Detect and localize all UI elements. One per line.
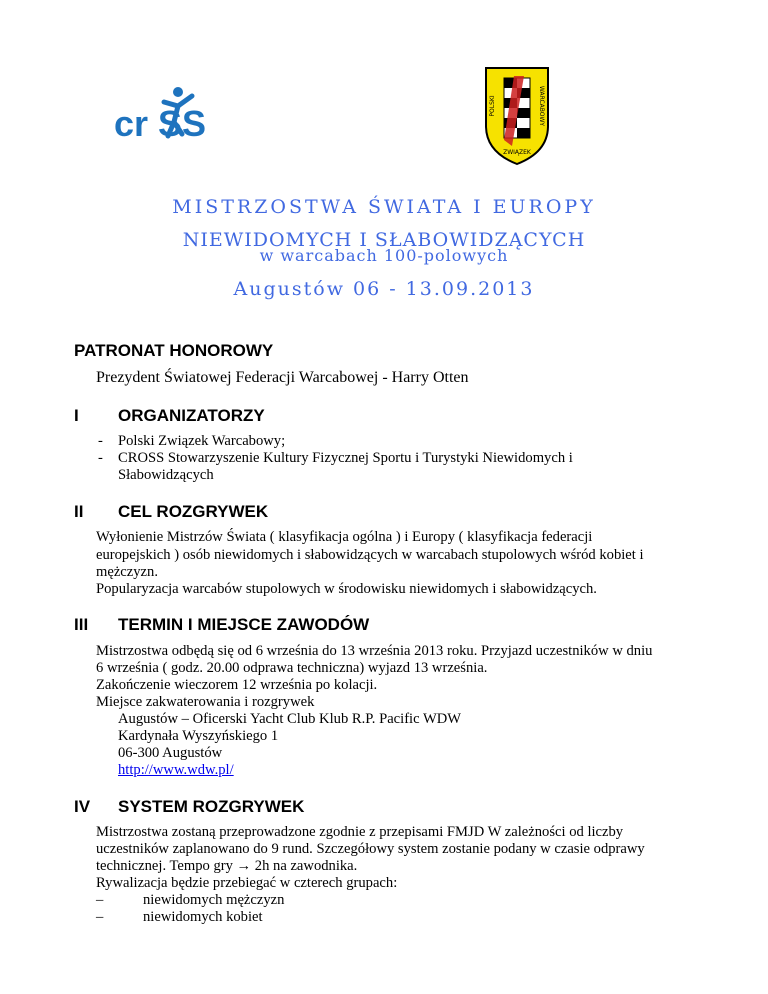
section-4-line-4: Rywalizacja będzie przebiegać w czterech grupach: [96,875,398,891]
group-item-1: niewidomych mężczyzn [143,892,285,908]
section-2-number: II [74,502,84,521]
organizer-item-2-cont: Słabowidzących [118,467,214,483]
section-4-line-2: uczestników zaplanowano do 9 rund. Szczegółowy system zostanie podany w czasie odprawy [96,841,645,857]
badge-text-right: WARCABOWY [538,85,545,127]
organizer-item-1: Polski Związek Warcabowy; [118,433,286,449]
address-line-1: Augustów – Oficerski Yacht Club Klub R.P. Pacific WDW [118,711,462,727]
section-2-line-2: europejskich ) osób niewidomych i słabowidzących w warcabach stupolowych wśród kobiet i [96,547,644,563]
address-line-3: 06-300 Augustów [118,745,223,761]
section-2-heading: CEL ROZGRYWEK [118,502,269,521]
title-line-2: NIEWIDOMYCH I SŁABOWIDZĄCYCH [182,229,586,251]
section-4-line-1: Mistrzostwa zostaną przeprowadzone zgodnie z przepisami FMJD W zależności od liczby [96,824,624,840]
list-dash: – [96,909,104,925]
title-line-4: Augustów 06 - 13.09.2013 [233,278,535,300]
cross-logo-text: cr SS [114,103,207,144]
list-dash: - [98,450,103,466]
group-item-2: niewidomych kobiet [143,909,263,925]
section-2-line-1: Wyłonienie Mistrzów Świata ( klasyfikacja ogólna ) i Europy ( klasyfikacja federacji [96,529,593,545]
section-3-line-2: 6 września ( godz. 20.00 odprawa techniczna) wyjazd 13 września. [96,660,488,676]
section-4-number: IV [74,797,91,816]
section-1-number: I [74,406,79,425]
checkerboard-icon [504,76,530,146]
badge-text-left: POLSKI [489,95,496,117]
section-4-heading: SYSTEM ROZGRYWEK [118,797,305,816]
section-1-heading: ORGANIZATORZY [118,406,265,425]
section-2-line-3: mężczyzn. [96,564,158,580]
list-dash: – [96,892,104,908]
title-line-3: w warcabach 100-polowych [259,246,509,265]
badge-text-bottom: ZWIĄZEK [503,149,531,156]
patronat-heading: PATRONAT HONOROWY [74,341,274,360]
address-line-2: Kardynała Wyszyńskiego 1 [118,728,279,744]
list-dash: - [98,433,103,449]
organizer-item-2: CROSS Stowarzyszenie Kultury Fizycznej Sportu i Turystyki Niewidomych i [118,450,573,466]
website-link[interactable]: http://www.wdw.pl/ [118,762,234,778]
section-3-heading: TERMIN I MIEJSCE ZAWODÓW [118,615,370,634]
patronat-text: Prezydent Światowej Federacji Warcabowej - Harry Otten [96,369,469,386]
section-3-line-1: Mistrzostwa odbędą się od 6 września do 13 września 2013 roku. Przyjazd uczestników w dniu [96,643,653,659]
section-4-line-3: technicznej. Tempo gry → 2h na zawodnika. [96,858,358,874]
section-3-line-3: Zakończenie wieczorem 12 września po kolacji. [96,677,378,693]
cross-logo [112,84,242,146]
title-line-1: MISTRZOSTWA ŚWIATA I EUROPY [172,196,596,218]
section-2-line-4: Popularyzacja warcabów stupolowych w środowisku niewidomych i słabowidzących. [96,581,597,597]
pzw-badge-logo [484,66,550,166]
section-3-number: III [74,615,89,634]
section-3-line-4: Miejsce zakwaterowania i rozgrywek [96,694,315,710]
